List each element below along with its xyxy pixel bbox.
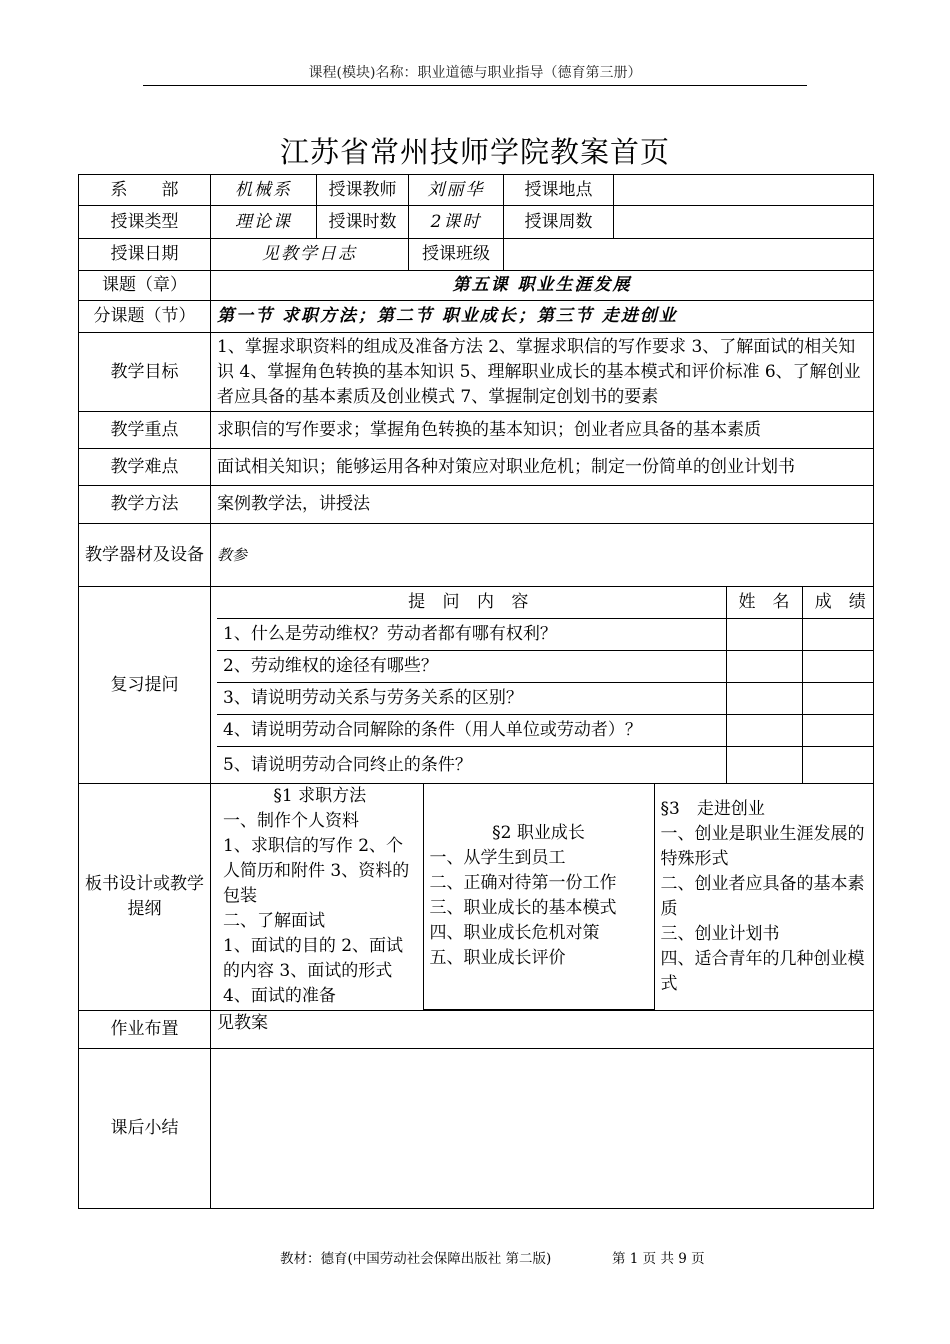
board-table [217, 784, 874, 1010]
place-value [614, 175, 874, 206]
review-question: 2、劳动维权的途径有哪些？ [217, 651, 726, 683]
review-score-cell [802, 747, 874, 783]
review-question: 3、请说明劳动关系与劳务关系的区别？ [217, 683, 726, 715]
place-label: 授课地点 [504, 175, 614, 206]
review-header-name: 姓 名 [726, 587, 802, 619]
equipment-value: 教参 [211, 524, 874, 587]
lesson-plan-table [78, 174, 874, 1209]
header-rule [143, 85, 807, 86]
difficulty-label: 教学难点 [79, 449, 211, 486]
review-header-question: 提 问 内 容 [217, 587, 726, 619]
board-col3-title: §3 走进创业 [660, 798, 765, 819]
subtopic-value: 第一节 求职方法；第二节 职业成长；第三节 走进创业 [211, 301, 874, 333]
review-name-cell [726, 651, 802, 683]
review-question: 5、请说明劳动合同终止的条件？ [223, 754, 472, 775]
page-header: 课程(模块)名称：职业道德与职业指导（德育第三册） [308, 65, 642, 81]
method-value: 案例教学法，讲授法 [211, 486, 874, 524]
review-score-cell [802, 683, 874, 715]
equipment-label: 教学器材及设备 [79, 524, 211, 587]
footer-textbook: 教材：德育(中国劳动社会保障出版社 第二版) [280, 1251, 552, 1267]
key-label: 教学重点 [79, 412, 211, 449]
board-col1-title: §1 求职方法 [273, 786, 367, 806]
board-col3-body: 一、创业是职业生涯发展的特殊形式 二、创业者应具备的基本素质 三、创业计划书 四、适合青年的几种创业模式 [660, 823, 865, 994]
type-label: 授课类型 [79, 206, 211, 239]
summary-label: 课后小结 [79, 1048, 211, 1208]
teacher-label: 授课教师 [317, 175, 409, 206]
board-column-1 [217, 784, 423, 1009]
review-question: 4、请说明劳动合同解除的条件（用人单位或劳动者）？ [217, 715, 726, 747]
goal-label: 教学目标 [79, 333, 211, 412]
homework-label: 作业布置 [79, 1010, 211, 1048]
weeks-label: 授课周数 [504, 206, 614, 239]
hours-label: 授课时数 [317, 206, 409, 239]
review-question: 1、什么是劳动维权？劳动者都有哪有权利？ [217, 619, 726, 651]
board-label: 板书设计或教学提纲 [79, 784, 211, 1011]
hours-value: 2课时 [409, 206, 504, 239]
date-label: 授课日期 [79, 239, 211, 271]
difficulty-value: 面试相关知识；能够运用各种对策应对职业危机；制定一份简单的创业计划书 [211, 449, 874, 486]
class-label: 授课班级 [409, 239, 504, 271]
date-value: 见教学日志 [211, 239, 409, 271]
summary-value [211, 1048, 874, 1208]
review-score-cell [802, 619, 874, 651]
footer-page-number: 第 1 页 共 9 页 [612, 1251, 705, 1267]
goal-value: 1、掌握求职资料的组成及准备方法 2、掌握求职信的写作要求 3、了解面试的相关知识 4、掌握角色转换的基本知识 5、理解职业成长的基本模式和评价标准 6、了解创业者应具备的基本素质及创业模式 7、掌握制定创划书的要素 [211, 333, 874, 412]
class-value [504, 239, 874, 271]
board-col2-title: §2 职业成长 [492, 823, 585, 844]
topic-label: 课题（章） [79, 271, 211, 301]
page-title: 江苏省常州技师学院教案首页 [279, 135, 670, 169]
key-value: 求职信的写作要求；掌握角色转换的基本知识；创业者应具备的基本素质 [211, 412, 874, 449]
board-column-3 [654, 784, 874, 1009]
weeks-value [614, 206, 874, 239]
type-value: 理论课 [211, 206, 317, 239]
review-name-cell [726, 715, 802, 747]
method-label: 教学方法 [79, 486, 211, 524]
dept-value: 机械系 [211, 175, 317, 206]
review-name-cell [726, 747, 802, 783]
board-col2-body: 一、从学生到员工 二、正确对待第一份工作 三、职业成长的基本模式 四、职业成长危机对策 五、职业成长评价 [429, 848, 617, 969]
dept-label: 系 部 [79, 175, 211, 206]
review-header-score: 成 绩 [802, 587, 874, 619]
board-column-2 [423, 784, 654, 1009]
teacher-value: 刘丽华 [409, 175, 504, 206]
board-cell [211, 784, 874, 1011]
board-col1-body: 一、制作个人资料 1、求职信的写作 2、个人简历和附件 3、资料的包装 二、了解面试 1、面试的目的 2、面试的内容 3、面试的形式 4、面试的准备 [223, 811, 410, 1006]
subtopic-label: 分课题（节） [79, 301, 211, 333]
review-name-cell [726, 683, 802, 715]
review-score-cell [802, 651, 874, 683]
review-label: 复习提问 [79, 587, 211, 784]
homework-value: 见教案 [211, 1010, 874, 1048]
review-name-cell [726, 619, 802, 651]
review-cell [211, 587, 874, 784]
topic-value: 第五课 职业生涯发展 [211, 271, 874, 301]
review-table [217, 587, 874, 783]
review-score-cell [802, 715, 874, 747]
